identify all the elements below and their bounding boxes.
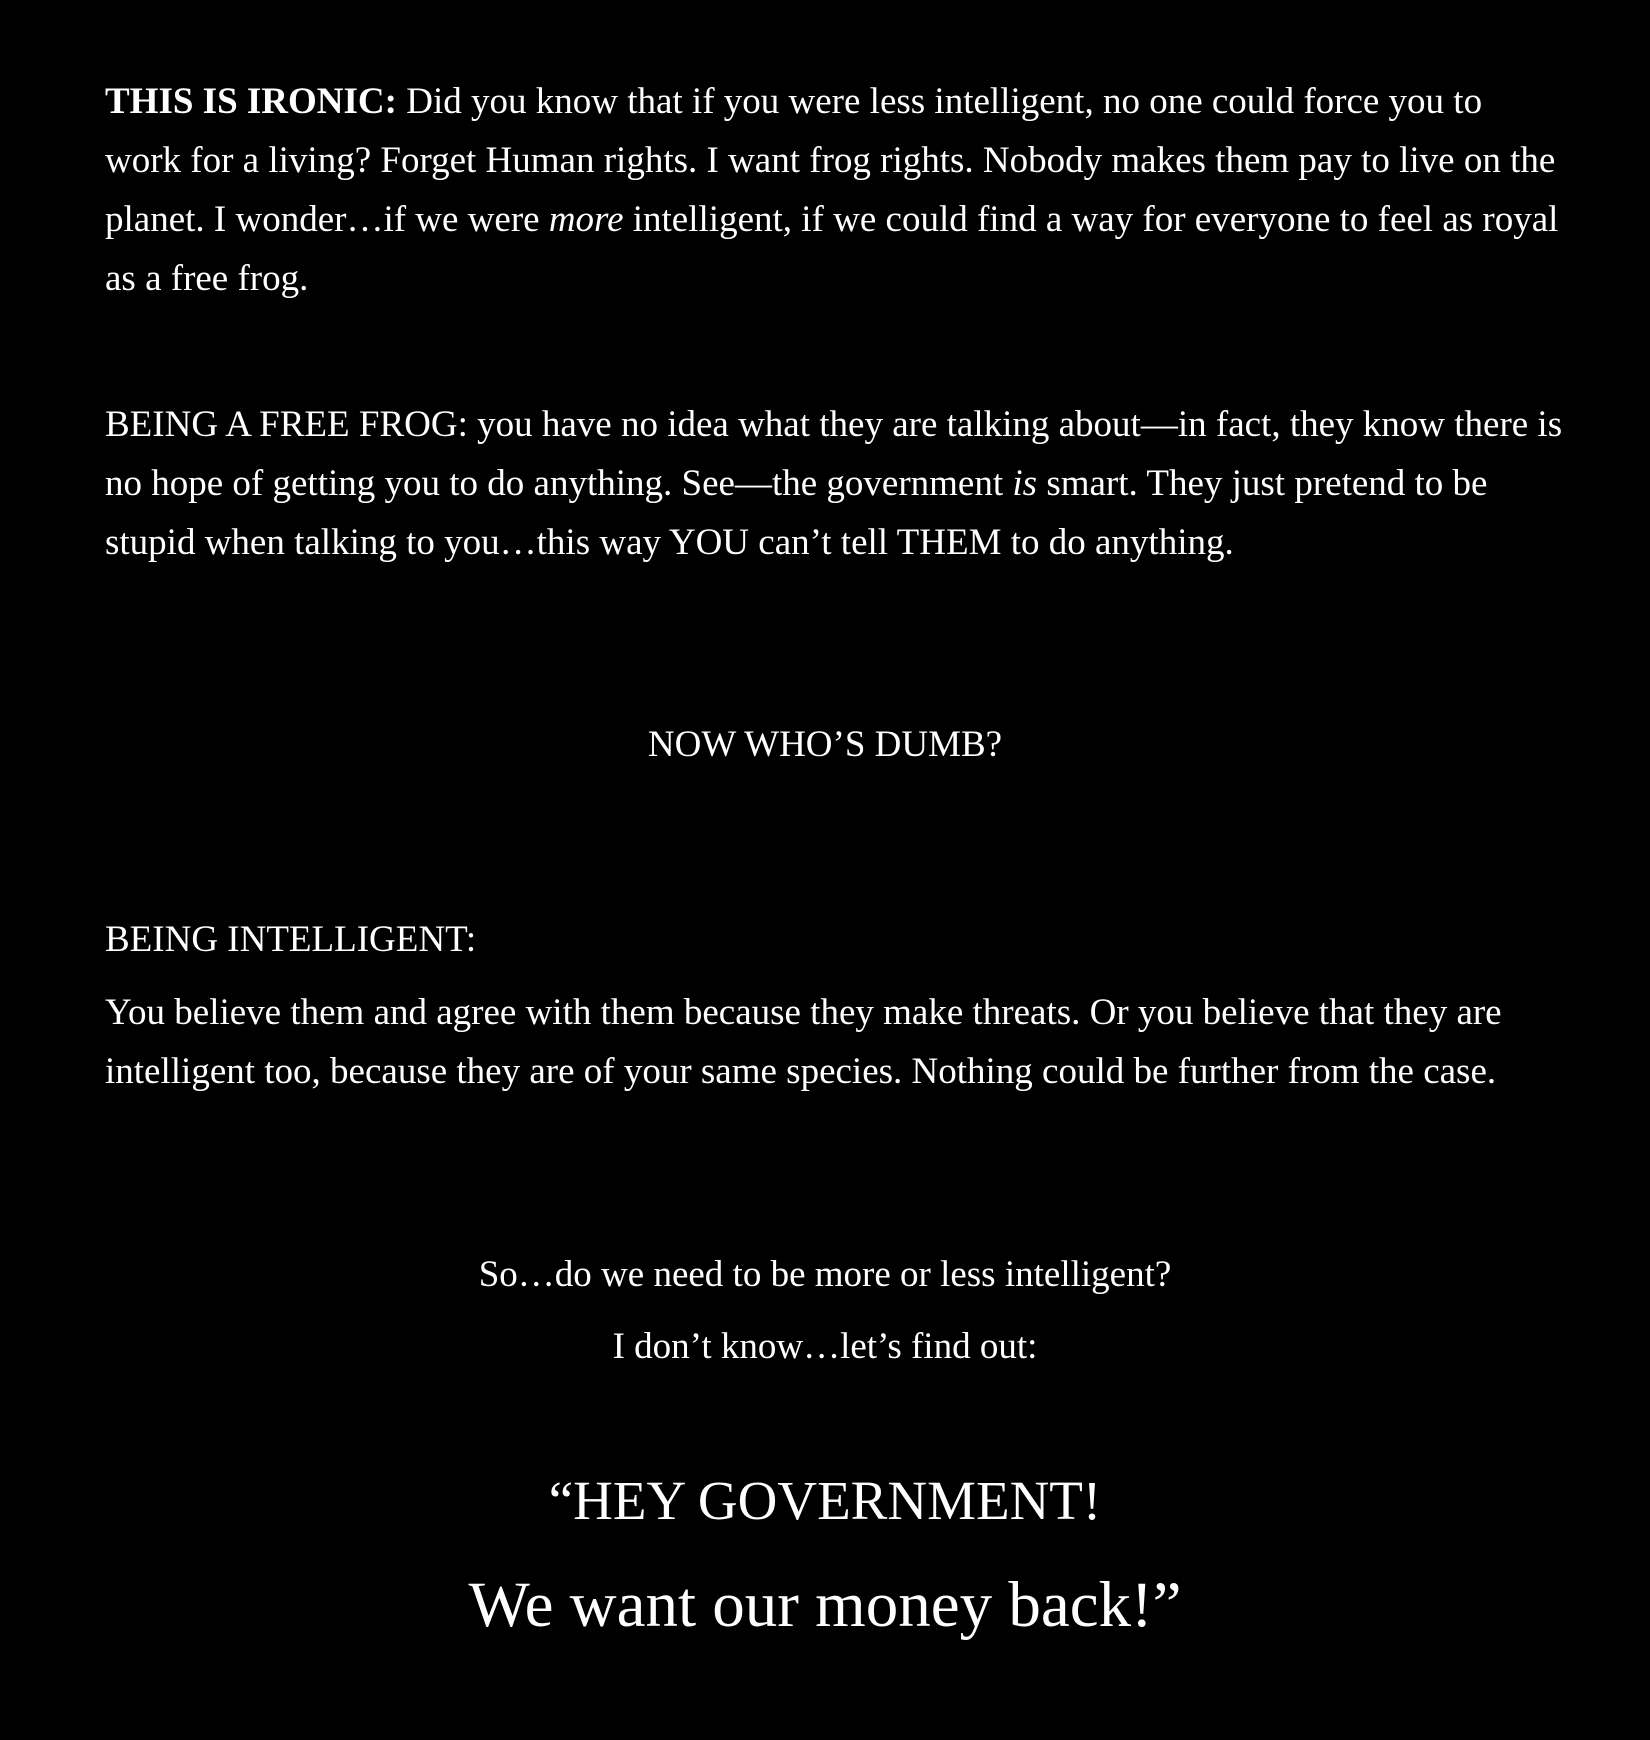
- paragraph-text: Did you know that if you were less intelligent, no one could force you to work for a living? Forget Human rights. I want frog rights. Nobody makes them pay to live on the planet. I wonder…if we were: [105, 81, 1556, 240]
- question-line-1: So…do we need to be more or less intelligent?: [478, 1254, 1172, 1295]
- paragraph-being-a-free-frog: [105, 395, 1565, 572]
- question-line-2: I don’t know…let’s find out:: [612, 1326, 1038, 1367]
- being-intelligent-label: BEING INTELLIGENT:: [105, 919, 477, 960]
- closing-line-2: We want our money back!”: [468, 1569, 1182, 1641]
- paragraph-lead: THIS IS IRONIC:: [105, 81, 397, 122]
- paragraph-text: smart. They just pretend to be stupid when talking to you…this way YOU can’t tell THEM to do anything.: [105, 463, 1488, 563]
- now-whos-dumb-heading: NOW WHO’S DUMB?: [647, 724, 1003, 765]
- paragraph-being-intelligent: You believe them and agree with them because they make threats. Or you believe that they are intelligent too, because they are of your same species. Nothing could be further from the case.: [105, 992, 1502, 1092]
- emphasis-is: is: [1012, 463, 1038, 504]
- paragraph-text: intelligent, if we could find a way for everyone to feel as royal as a free frog.: [105, 199, 1559, 299]
- paragraph-this-is-ironic: [105, 72, 1565, 308]
- emphasis-more: more: [548, 199, 624, 240]
- paragraph-text: BEING A FREE FROG: you have no idea what they are talking about—in fact, they know there is no hope of getting you to do anything. See—the government: [105, 404, 1563, 504]
- closing-line-1: “HEY GOVERNMENT!: [548, 1470, 1102, 1531]
